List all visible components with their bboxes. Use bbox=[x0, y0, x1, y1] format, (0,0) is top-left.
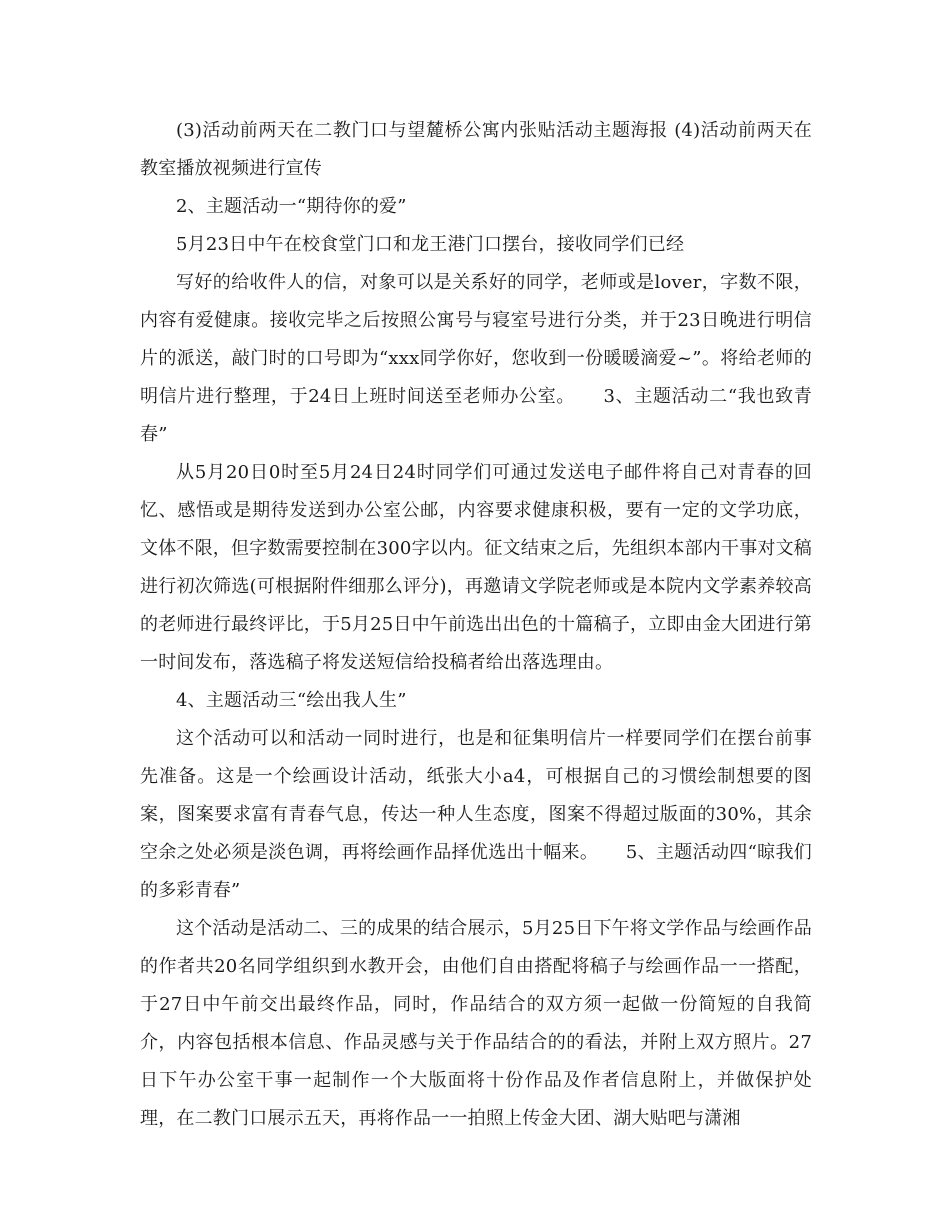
heading-activity-one: 2、主题活动一“期待你的爱” bbox=[176, 196, 407, 217]
document-body bbox=[140, 112, 812, 1138]
paragraph-activity-one-intro: 5月23日中午在校食堂门口和龙王港门口摆台，接收同学们已经 bbox=[176, 234, 685, 255]
paragraph-activity-three-details: 这个活动可以和活动一同时进行，也是和征集明信片一样要同学们在摆台前事先准备。这是一个绘画设计活动，纸张大小a4，可根据自己的习惯绘制想要的图案，图案要求富有青春气息，传达一种人生态度，图案不得超过版面的30%，其余空余之处必须是淡色调，再将绘画作品择优选出十幅来。 5、主题活动四“晾我们的多彩青春” bbox=[140, 728, 812, 901]
paragraph-publicity-steps: (3)活动前两天在二教门口与望麓桥公寓内张贴活动主题海报 (4)活动前两天在教室播放视频进行宣传 bbox=[140, 120, 812, 179]
paragraph-activity-four-details: 这个活动是活动二、三的成果的结合展示，5月25日下午将文学作品与绘画作品的作者共20名同学组织到水教开会，由他们自由搭配将稿子与绘画作品一一搭配，于27日中午前交出最终作品，同时，作品结合的双方须一起做一份简短的自我简介，内容包括根本信息、作品灵感与关于作品结合的的看法，并附上双方照片。27日下午办公室干事一起制作一个大版面将十份作品及作者信息附上，并做保护处理，在二教门口展示五天，再将作品一一拍照上传金大团、湖大贴吧与潇湘 bbox=[140, 918, 812, 1129]
paragraph-activity-two-details: 从5月20日0时至5月24日24时同学们可通过发送电子邮件将自己对青春的回忆、感悟或是期待发送到办公室公邮，内容要求健康积极，要有一定的文学功底，文体不限，但字数需要控制在300字以内。征文结束之后，先组织本部内干事对文稿进行初次筛选(可根据附件细那么评分)，再邀请文学院老师或是本院内文学素养较高的老师进行最终评比，于5月25日中午前选出出色的十篇稿子，立即由金大团进行第一时间发布，落选稿子将发送短信给投稿者给出落选理由。 bbox=[140, 462, 812, 673]
paragraph-activity-one-details: 写好的给收件人的信，对象可以是关系好的同学，老师或是lover，字数不限，内容有爱健康。接收完毕之后按照公寓号与寝室号进行分类，并于23日晚进行明信片的派送，敲门时的口号即为“xxx同学你好，您收到一份暖暖滴爱~”。将给老师的明信片进行整理，于24日上班时间送至老师办公室。 3、主题活动二“我也致青春” bbox=[140, 272, 812, 445]
heading-activity-three: 4、主题活动三“绘出我人生” bbox=[176, 690, 407, 711]
